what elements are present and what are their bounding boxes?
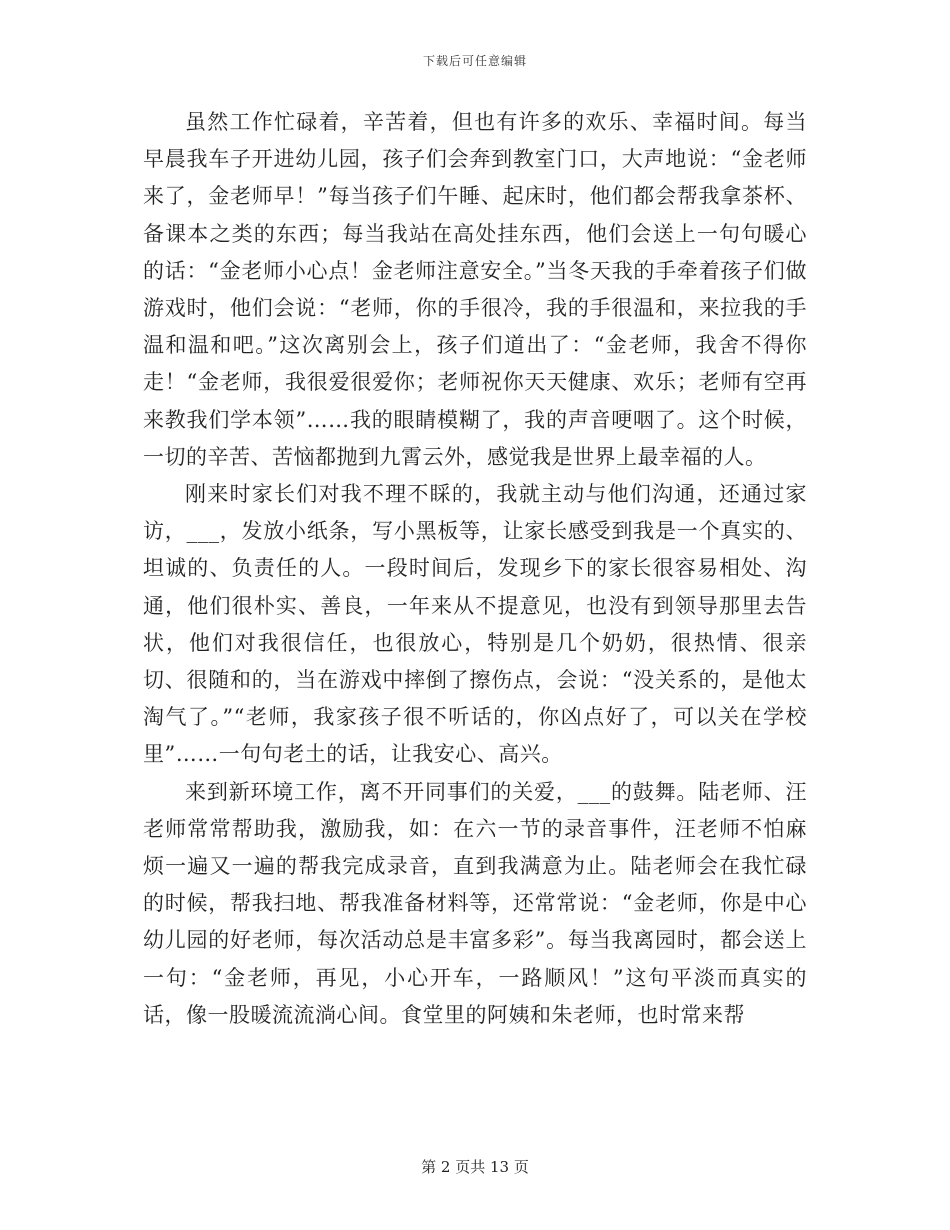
document-body bbox=[143, 104, 807, 1034]
page-number-footer: 第 2 页共 13 页 bbox=[421, 1158, 529, 1176]
paragraph-2: 刚来时家长们对我不理不睬的，我就主动与他们沟通，还通过家访，___，发放小纸条，写小黑板等，让家长感受到我是一个真实的、坦诚的、负责任的人。一段时间后，发现乡下的家长很容易相处、沟通，他们很朴实、善良，一年来从不提意见，也没有到领导那里去告状，他们对我很信任，也很放心，特别是几个奶奶，很热情、很亲切、很随和的，当在游戏中摔倒了擦伤点，会说：“没关系的，是他太淘气了。”“老师，我家孩子很不听话的，你凶点好了，可以关在学校里”……一句句老土的话，让我安心、高兴。 bbox=[143, 482, 807, 767]
paragraph-3: 来到新环境工作，离不开同事们的关爱，___的鼓舞。陆老师、汪老师常常帮助我，激励我，如：在六一节的录音事件，汪老师不怕麻烦一遍又一遍的帮我完成录音，直到我满意为止。陆老师会在我忙碌的时候，帮我扫地、帮我准备材料等，还常常说：“金老师，你是中心幼儿园的好老师，每次活动总是丰富多彩”。每当我离园时，都会送上一句：“金老师，再见，小心开车，一路顺风！”这句平淡而真实的话，像一股暖流流淌心间。食堂里的阿姨和朱老师，也时常来帮 bbox=[143, 779, 807, 1027]
page-header: 下载后可任意编辑 bbox=[422, 54, 527, 68]
paragraph-1: 虽然工作忙碌着，辛苦着，但也有许多的欢乐、幸福时间。每当早晨我车子开进幼儿园，孩子们会奔到教室门口，大声地说：“金老师来了，金老师早！”每当孩子们午睡、起床时，他们都会帮我拿茶杯、备课本之类的东西；每当我站在高处挂东西，他们会送上一句句暖心的话：“金老师小心点！金老师注意安全。”当冬天我的手牵着孩子们做游戏时，他们会说：“老师，你的手很冷，我的手很温和，来拉我的手温和温和吧。”这次离别会上，孩子们道出了：“金老师，我舍不得你走！“金老师，我很爱很爱你；老师祝你天天健康、欢乐；老师有空再来教我们学本领”……我的眼睛模糊了，我的声音哽咽了。这个时候，一切的辛苦、苦恼都抛到九霄云外，感觉我是世界上最幸福的人。 bbox=[143, 110, 807, 469]
